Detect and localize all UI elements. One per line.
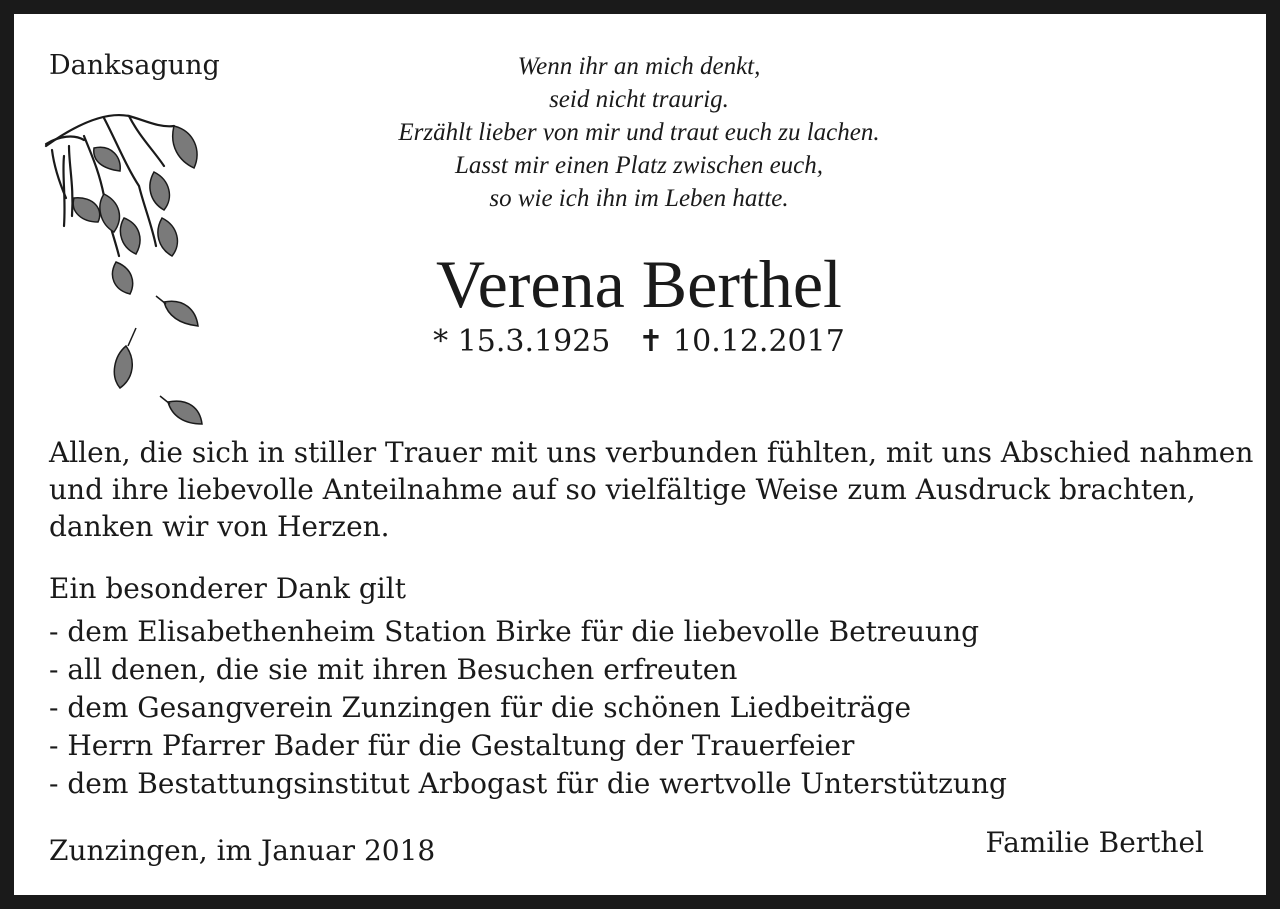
life-dates [314,322,964,362]
message-line: und ihre liebevolle Anteilnahme auf so vielfältige Weise zum Ausdruck brachten, [49,473,1196,506]
message-line: Allen, die sich in stiller Trauer mit uns verbunden fühlten, mit uns Abschied nahmen [49,436,1254,469]
poem-line: Wenn ihr an mich denkt, [517,53,761,80]
place-and-date: Zunzingen, im Januar 2018 [49,834,436,867]
list-item: - dem Elisabethenheim Station Birke für die liebevolle Betreuung [49,615,980,648]
list-item: - dem Bestattungsinstitut Arbogast für die wertvolle Unterstützung [49,767,1007,800]
deceased-name: Verena Berthel [436,246,842,322]
poem-line: seid nicht traurig. [549,86,729,113]
poem [314,50,964,215]
message-line: danken wir von Herzen. [49,510,390,543]
notice-heading: Danksagung [49,50,220,81]
death-date: ✝ 10.12.2017 [638,324,845,359]
family-signature: Familie Berthel [985,826,1204,859]
poem-line: so wie ich ihn im Leben hatte. [489,185,789,212]
special-thanks-list [49,613,1007,803]
list-item: - Herrn Pfarrer Bader für die Gestaltung der Trauerfeier [49,729,855,762]
special-thanks-intro: Ein besonderer Dank gilt [49,572,406,605]
list-item: - dem Gesangverein Zunzingen für die schönen Liedbeiträge [49,691,912,724]
birch-branch-icon [44,106,214,426]
thanks-message [49,434,1254,545]
poem-line: Erzählt lieber von mir und traut euch zu lachen. [398,119,880,146]
poem-line: Lasst mir einen Platz zwischen euch, [454,152,824,179]
list-item: - all denen, die sie mit ihren Besuchen erfreuten [49,653,738,686]
birth-date: * 15.3.1925 [433,324,611,359]
obituary-notice [14,14,1266,895]
